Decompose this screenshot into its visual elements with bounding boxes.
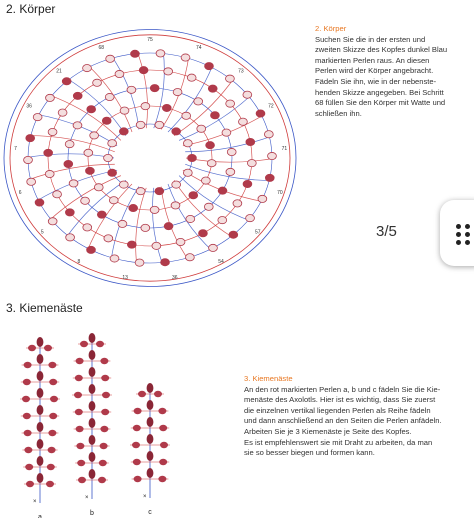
gill-bead [147, 434, 154, 444]
bead [187, 74, 196, 81]
gill-bead [76, 358, 84, 364]
gill-bead [147, 417, 154, 427]
bead [204, 203, 213, 210]
gill-bead [98, 477, 106, 483]
gill-bead [160, 442, 168, 448]
bead-number: 21 [56, 68, 62, 75]
bead-number: 70 [277, 189, 283, 196]
bead [161, 259, 170, 266]
bead [156, 50, 165, 57]
bead-number: 72 [268, 103, 274, 110]
gill-bead [100, 426, 108, 432]
gill-bead [78, 477, 86, 483]
gill-bead [89, 469, 96, 479]
gill-instructions-title: 3. Kiemenäste [244, 374, 293, 383]
gill-instructions-line: Arbeiten Sie je 3 Kiemenäste je Seite des Kopfes. [244, 426, 412, 436]
gill-bead [23, 379, 31, 385]
bead [172, 128, 181, 135]
bead [90, 132, 99, 139]
bead [94, 184, 103, 191]
bead-number: 7 [14, 145, 17, 152]
bead [44, 149, 53, 156]
bead-number: 5 [40, 229, 44, 236]
bead-number: 68 [98, 45, 105, 52]
gill-bead [100, 358, 108, 364]
bead [87, 106, 96, 113]
bead [206, 142, 215, 149]
gill-bead [37, 439, 44, 449]
bead [256, 110, 265, 117]
bead [120, 107, 129, 114]
bead [264, 131, 273, 138]
bead [93, 79, 102, 86]
gill-bead [99, 460, 107, 466]
bead [265, 174, 274, 181]
thread-line [24, 154, 114, 158]
bead [53, 191, 62, 198]
gill-bead [74, 392, 82, 398]
bead [189, 192, 198, 199]
gill-bead [76, 426, 84, 432]
bead [208, 85, 217, 92]
bead [26, 135, 35, 142]
bead [185, 254, 194, 261]
gill-instructions-line: und dann anschließend an den Seiten die Perlen anfädeln. [244, 416, 442, 426]
bead [69, 180, 78, 187]
bead [35, 199, 44, 206]
gill-bead [37, 422, 44, 432]
gill-bead [158, 408, 166, 414]
gill-bead [100, 443, 108, 449]
bead [186, 215, 195, 222]
gill-bead [24, 447, 32, 453]
gill-bead [147, 400, 154, 410]
gill-bead [50, 396, 58, 402]
bead [173, 88, 182, 95]
bead [109, 197, 118, 204]
bead-number: 6 [18, 189, 22, 196]
outer-thread [10, 35, 290, 281]
gill-bead [101, 375, 109, 381]
bead [172, 181, 181, 188]
bead-number: 36 [172, 274, 178, 281]
gill-bead [134, 408, 142, 414]
gill-instructions-line: Es ist empfehlenswert sie mit Draht zu arbeiten, da man [244, 437, 433, 447]
bead [188, 154, 197, 161]
gill-bead [89, 367, 96, 377]
gill-anchor-mark: × [33, 499, 37, 505]
gill-instructions-line: die einzelnen vertikal liegenden Perlen als Reihe fädeln [244, 405, 431, 415]
bead [164, 223, 173, 230]
body-instructions [315, 24, 465, 119]
bead [162, 104, 171, 111]
gill-bead [159, 459, 167, 465]
bead-number: 73 [238, 68, 244, 75]
body-instructions-line: zweiten Skizze des Kopfes dunkel Blau [315, 45, 448, 55]
bead [201, 177, 210, 184]
bead [27, 178, 36, 185]
body-instructions-line: schließen ihn. [315, 108, 362, 118]
gill-bead [159, 425, 167, 431]
gill-bead [77, 460, 85, 466]
bead [243, 180, 252, 187]
bead [33, 114, 42, 121]
gill-bead [89, 401, 96, 411]
bead [258, 195, 267, 202]
bead [243, 91, 252, 98]
gill-bead [48, 430, 56, 436]
bead [66, 234, 75, 241]
bead [229, 231, 238, 238]
bead [127, 86, 136, 93]
bead [218, 187, 227, 194]
bead [108, 140, 117, 147]
bead [86, 167, 95, 174]
bead [102, 117, 111, 124]
gill-instructions-line: An den rot markierten Perlen a, b und c fädeln Sie die Kie- [244, 384, 441, 394]
gill-anchor-mark: × [143, 494, 147, 500]
bead [64, 160, 73, 167]
body-instructions-line: markierten Perlen raus. An diesen [315, 55, 430, 65]
gill-bead [96, 341, 104, 347]
bead [233, 200, 242, 207]
body-instructions-line: henden Skizze angegeben. Bei Schritt [315, 87, 444, 97]
bead [226, 168, 235, 175]
gill-bead [133, 459, 141, 465]
gill-bead [158, 476, 166, 482]
thread-line [137, 51, 148, 129]
gill-bead [89, 435, 96, 445]
bead [171, 202, 180, 209]
bead [226, 75, 235, 82]
bead [141, 224, 150, 231]
gill-bead [80, 341, 88, 347]
page-indicator: 3/5 [376, 223, 397, 240]
gill-bead [134, 476, 142, 482]
bead [104, 235, 113, 242]
bead [73, 92, 82, 99]
gill-bead [37, 388, 44, 398]
gill-bead [48, 447, 56, 453]
bead-number: 36 [26, 103, 32, 110]
bead [155, 121, 164, 128]
bead-number: 74 [195, 45, 202, 52]
bead [268, 152, 277, 159]
bead [181, 54, 190, 61]
gill-bead [37, 354, 44, 364]
bead [135, 259, 144, 266]
bead [46, 94, 55, 101]
gill-bead [133, 425, 141, 431]
bead [176, 238, 185, 245]
bead [207, 160, 216, 167]
bead [239, 118, 248, 125]
gill-bead [154, 391, 162, 397]
bead [84, 149, 93, 156]
bead [97, 211, 106, 218]
body-instructions-line: Perlen wird der Körper angebracht. [315, 66, 434, 76]
gill-bead [44, 345, 52, 351]
gill-bead [89, 452, 96, 462]
gill-bead [37, 473, 44, 483]
bead-number: 57 [254, 229, 261, 236]
gill-bead [23, 413, 31, 419]
gill-bead [37, 405, 44, 415]
bead [108, 169, 117, 176]
gill-bead [49, 379, 57, 385]
bead [81, 197, 90, 204]
bead [119, 128, 128, 135]
bead [227, 148, 236, 155]
gill-bead [46, 481, 54, 487]
bead [222, 129, 231, 136]
bead [62, 78, 71, 85]
gill-bead [37, 371, 44, 381]
bead [45, 170, 54, 177]
gill-bead [75, 375, 83, 381]
body-instructions-line: Fädeln Sie ihn, wie in der nebenste- [315, 76, 437, 86]
section-heading-gills: 3. Kiemenäste [6, 301, 83, 315]
gill-bead [89, 350, 96, 360]
bead [183, 169, 192, 176]
gill-bead [25, 464, 33, 470]
gill-instructions-line: menäste des Axolotls. Hier ist es wichtig, dass Sie zuerst [244, 395, 436, 405]
bead [48, 218, 57, 225]
bead [105, 93, 114, 100]
bead [127, 241, 136, 248]
gill-bead [89, 384, 96, 394]
section-heading-body: 2. Körper [6, 2, 56, 16]
gill-bead [76, 443, 84, 449]
bead [218, 216, 227, 223]
gill-bead [24, 362, 32, 368]
bead [136, 188, 145, 195]
bead [73, 122, 82, 129]
bead [24, 156, 33, 163]
bead [194, 98, 203, 105]
bead [152, 242, 161, 249]
gill-bead [22, 396, 30, 402]
gill-bead [101, 409, 109, 415]
bead [139, 67, 148, 74]
bead-number: 71 [281, 145, 288, 152]
bead [110, 255, 119, 262]
gill-instructions-line: sie so besser biegen und formen kann. [244, 448, 375, 458]
bead-number: 75 [147, 37, 153, 43]
gill-bead [89, 418, 96, 428]
bead [205, 62, 214, 69]
bead [246, 215, 255, 222]
gill-instructions [244, 374, 472, 459]
gill-label: a [38, 514, 42, 518]
bead [209, 244, 218, 251]
gill-label: c [148, 509, 152, 516]
gill-bead [37, 456, 44, 466]
bead [197, 125, 206, 132]
bead-number: 8 [77, 259, 81, 266]
body-instructions-title: 2. Körper [315, 24, 347, 33]
bead [141, 103, 150, 110]
gill-bead [49, 413, 57, 419]
bead [199, 230, 208, 237]
bead [65, 140, 74, 147]
bead [83, 224, 92, 231]
gill-bead [132, 442, 140, 448]
body-bead-diagram [2, 18, 302, 288]
bead-number: 13 [122, 274, 128, 281]
body-instructions-line: 68 füllen Sie den Körper mit Watte und [315, 98, 446, 108]
gill-label: b [90, 510, 94, 517]
gill-bead [47, 464, 55, 470]
gill-bead [147, 383, 154, 393]
bead [226, 100, 235, 107]
thread-line [186, 158, 276, 162]
gill-bead [37, 337, 44, 347]
gill-bead [138, 391, 146, 397]
gill-bead [147, 468, 154, 478]
bead [115, 70, 124, 77]
thread-line [48, 95, 121, 141]
bead [131, 50, 140, 57]
bead [106, 55, 115, 62]
bead [247, 160, 256, 167]
bead [150, 85, 159, 92]
gill-bead [24, 430, 32, 436]
gill-bead [147, 451, 154, 461]
bead-number: 54 [218, 259, 224, 266]
bead [183, 140, 192, 147]
gill-bead [89, 333, 96, 343]
bead [136, 121, 145, 128]
bead [211, 112, 220, 119]
bead [150, 206, 159, 213]
gill-bead [102, 392, 110, 398]
bead [58, 109, 67, 116]
gill-bead-diagram [2, 318, 232, 518]
thread-line [179, 176, 252, 222]
gill-bead [26, 481, 34, 487]
more-options-button[interactable] [440, 200, 474, 266]
gill-bead [28, 345, 36, 351]
bead [87, 246, 96, 253]
bead [48, 128, 57, 135]
bead [104, 154, 113, 161]
gill-bead [48, 362, 56, 368]
bead [182, 112, 191, 119]
bead [118, 220, 127, 227]
bead [65, 209, 74, 216]
bead [164, 68, 173, 75]
body-instructions-line: Suchen Sie die in der ersten und [315, 34, 426, 44]
bead [119, 181, 128, 188]
bead [129, 204, 138, 211]
gill-anchor-mark: × [85, 495, 89, 501]
bead [155, 188, 164, 195]
bead [246, 138, 255, 145]
gill-bead [75, 409, 83, 415]
bead [83, 64, 92, 71]
thread-line [152, 188, 163, 266]
